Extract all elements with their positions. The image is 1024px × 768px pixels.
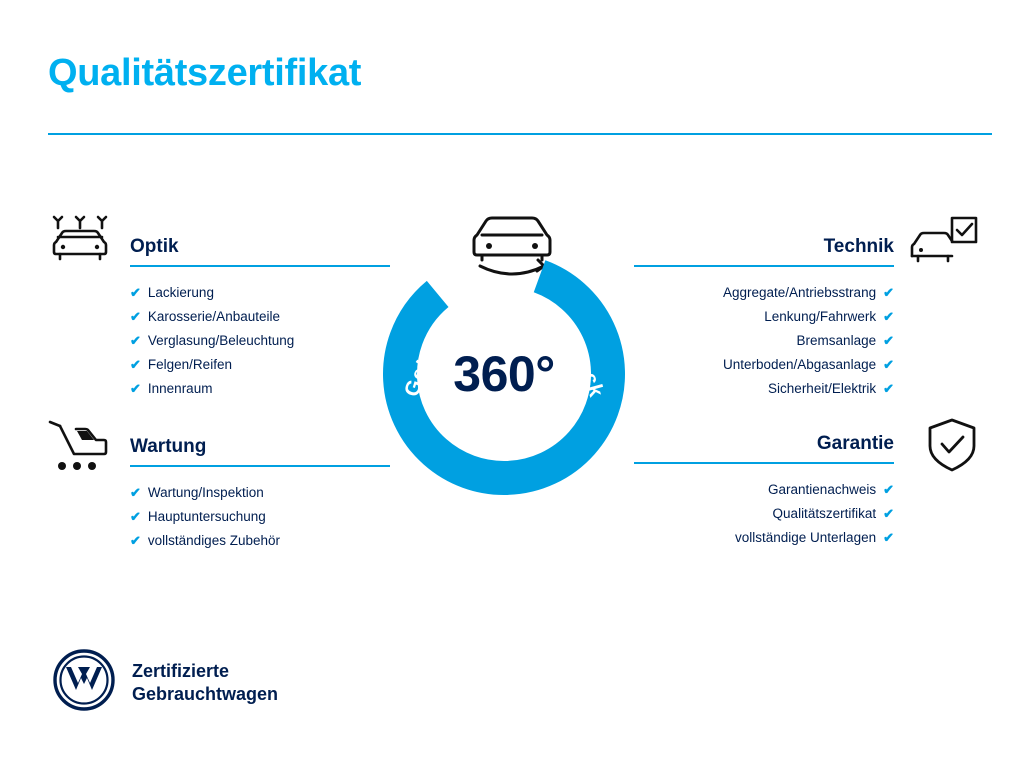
svg-text:Gebrauchtwagen-Check: Gebrauchtwagen-Check: [400, 309, 608, 400]
section-optik: [130, 236, 390, 401]
list-item: [130, 353, 390, 377]
car-checklist-icon: [908, 212, 980, 274]
check-icon: ✔: [130, 485, 141, 500]
section-technik: [634, 236, 894, 401]
check-icon: ✔: [130, 533, 141, 548]
list-item: [130, 505, 390, 529]
badge-ring: [382, 252, 626, 496]
list-item-label: Lackierung: [147, 285, 214, 300]
section-divider-technik: [634, 265, 894, 267]
list-item-label: Hauptuntersuchung: [147, 509, 266, 524]
check-icon: ✔: [130, 381, 141, 396]
list-item-label: Lenkung/Fahrwerk: [764, 309, 877, 324]
check-icon: ✔: [883, 530, 894, 545]
check-icon: ✔: [883, 381, 894, 396]
footer-line-2: Gebrauchtwagen: [132, 683, 279, 704]
section-list-optik: [130, 281, 390, 401]
page-title: Qualitätszertifikat: [48, 52, 362, 94]
section-divider-optik: [130, 265, 390, 267]
shield-check-icon: [916, 414, 988, 476]
check-icon: ✔: [130, 333, 141, 348]
check-icon: ✔: [883, 482, 894, 497]
badge-360-check: [374, 196, 650, 496]
section-wartung: [130, 436, 390, 553]
check-icon: ✔: [883, 506, 894, 521]
section-title-garantie: Garantie: [816, 433, 894, 454]
list-item: [130, 481, 390, 505]
section-title-technik: Technik: [823, 236, 894, 257]
list-item: [634, 377, 894, 401]
list-item-label: Qualitätszertifikat: [772, 506, 877, 521]
list-item: [130, 377, 390, 401]
list-item-label: Garantienachweis: [768, 482, 877, 497]
list-item: [130, 281, 390, 305]
list-item: [634, 281, 894, 305]
section-garantie: [634, 433, 894, 550]
check-icon: ✔: [130, 309, 141, 324]
section-title-wartung: Wartung: [130, 436, 207, 457]
list-item-label: Verglasung/Beleuchtung: [147, 333, 295, 348]
list-item-label: vollständige Unterlagen: [735, 530, 877, 545]
list-item: [634, 526, 894, 550]
service-tools-icon: [44, 414, 116, 476]
list-item: [130, 305, 390, 329]
section-list-garantie: [634, 478, 894, 550]
list-item: [130, 529, 390, 553]
list-item: [634, 329, 894, 353]
footer-text: [132, 660, 278, 706]
car-wash-icon: [44, 212, 116, 274]
list-item-label: Bremsanlage: [796, 333, 877, 348]
section-divider-wartung: [130, 465, 390, 467]
list-item-label: Felgen/Reifen: [147, 357, 232, 372]
footer-line-1: Zertifizierte: [132, 660, 230, 681]
list-item-label: vollständiges Zubehör: [147, 533, 280, 548]
check-icon: ✔: [883, 357, 894, 372]
check-icon: ✔: [883, 333, 894, 348]
section-divider-garantie: [634, 462, 894, 464]
section-list-technik: [634, 281, 894, 401]
title-divider: [48, 133, 992, 135]
list-item: [634, 478, 894, 502]
section-title-optik: Optik: [130, 236, 179, 257]
list-item-label: Wartung/Inspektion: [147, 485, 264, 500]
badge-number: 360°: [453, 346, 555, 402]
footer-brand: [52, 648, 278, 717]
list-item-label: Aggregate/Antriebsstrang: [722, 285, 877, 300]
list-item-label: Karosserie/Anbauteile: [147, 309, 280, 324]
check-icon: ✔: [130, 509, 141, 524]
list-item-label: Sicherheit/Elektrik: [768, 381, 877, 396]
section-list-wartung: [130, 481, 390, 553]
list-item: [634, 502, 894, 526]
vw-logo-icon: [52, 648, 116, 717]
list-item: [634, 305, 894, 329]
list-item: [130, 329, 390, 353]
check-icon: ✔: [883, 285, 894, 300]
list-item: [634, 353, 894, 377]
list-item-label: Unterboden/Abgasanlage: [722, 357, 877, 372]
check-icon: ✔: [130, 285, 141, 300]
check-icon: ✔: [883, 309, 894, 324]
check-icon: ✔: [130, 357, 141, 372]
list-item-label: Innenraum: [147, 381, 213, 396]
